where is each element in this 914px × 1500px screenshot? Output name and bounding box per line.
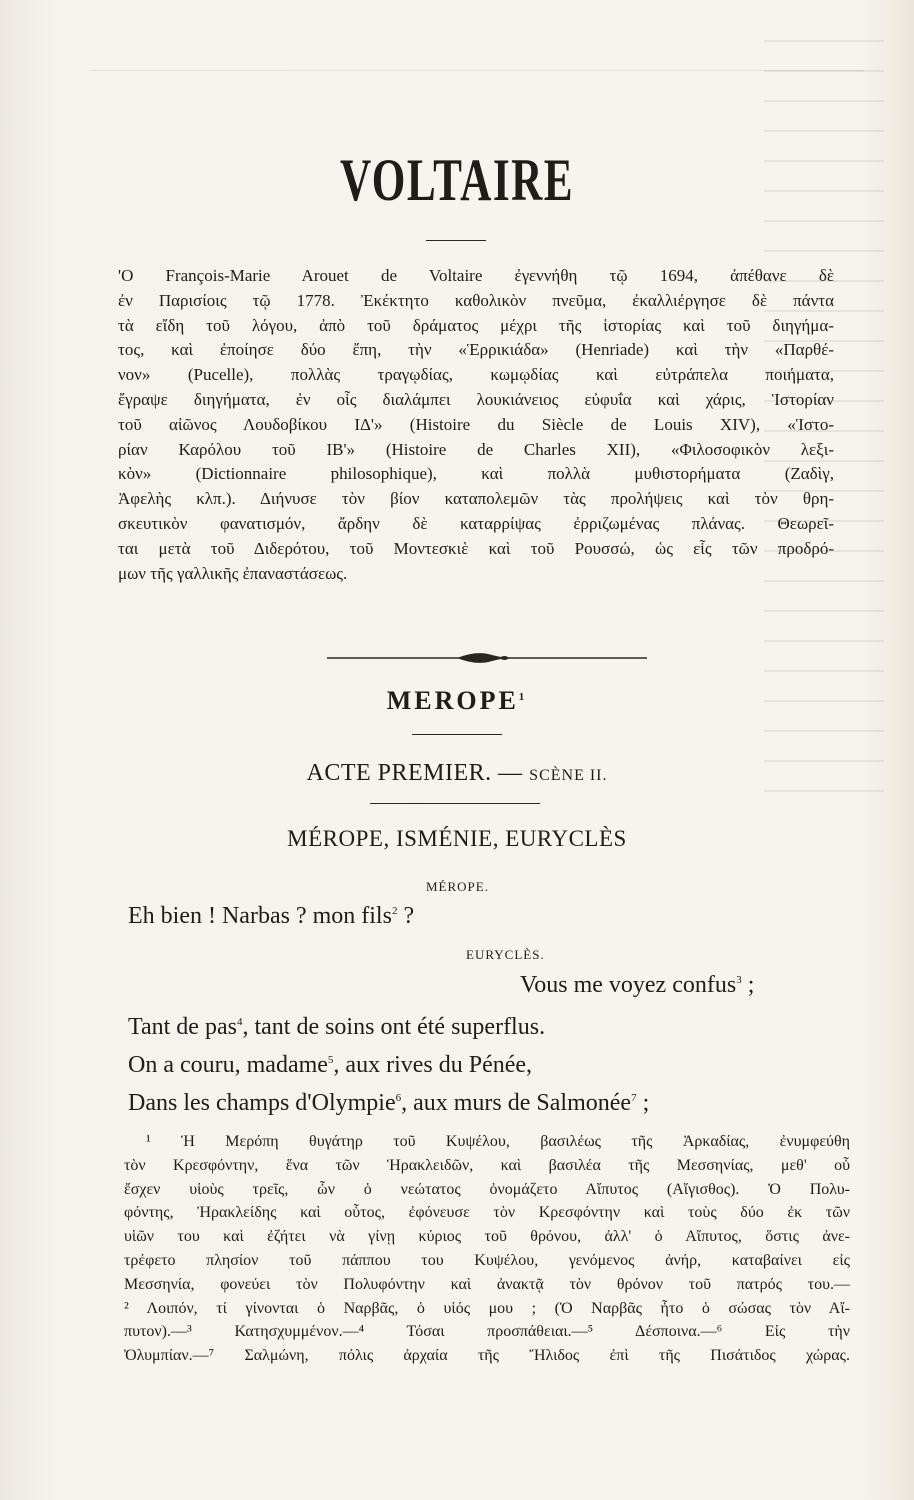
footnote-ref: 3 — [736, 974, 742, 986]
verse-line — [128, 1090, 649, 1117]
characters-list: MÉROPE, ISMÉNIE, EURYCLÈS — [287, 826, 627, 851]
bio-line: ἐν Παρισίοις τῷ 1778. Ἐκέκτητο καθολικὸν πνεῦμα, ἐκαλλιέργησε δὲ πάντα — [118, 290, 834, 310]
verse-text: Eh bien ! Narbas ? mon fils — [128, 903, 392, 929]
verse-text: Tant de pas — [128, 1014, 237, 1040]
verse-text: ; — [741, 972, 755, 998]
footnote-line: Μεσσηνία, φονεύει τὸν Πολυφόντην καὶ ἀνακτᾷ τὸν θρόνον τοῦ πατρός του.— — [124, 1275, 850, 1293]
footnote-line: ἔσχεν υἱοὺς τρεῖς, ὧν ὁ νεώτατος ὀνομάζετο Αἴπυτος (Αἴγισθος). Ὁ Πολυ- — [124, 1180, 850, 1198]
footnote-ref: 1 — [518, 691, 528, 703]
verse-text: Vous me voyez confus — [520, 972, 737, 998]
page-title: VOLTAIRE — [340, 147, 574, 213]
verse-text: , tant de soins ont été superflus. — [242, 1014, 546, 1040]
header-rule — [90, 70, 864, 71]
act-dash: — — [498, 760, 523, 786]
speaker-merope: MÉROPE. — [426, 879, 489, 894]
bio-line: ται μετὰ τοῦ Διδερότου, τοῦ Μοντεσκιὲ καὶ τοῦ Ρουσσώ, ὡς εἷς τῶν προδρό- — [118, 538, 834, 558]
bio-line: τος, καὶ ἐποίησε δύο ἔπη, τὴν «Ἑρρικιάδα» (Henriade) καὶ τὴν «Παρθέ- — [118, 340, 834, 360]
act-label: ACTE PREMIER. — [306, 760, 492, 786]
footnotes — [124, 1130, 850, 1368]
footnote-line: υἱῶν του καὶ ἐζήτει νὰ γίνῃ κύριος τοῦ θρόνου, ἀλλ' ὁ Αἴπυτος, ὅστις ἀνε- — [124, 1228, 850, 1246]
footnote-ref: 2 — [391, 905, 398, 917]
footnote-ref: 6 — [395, 1092, 402, 1104]
bio-line: Ἀφελὴς κλπ.). Διήνυσε τὸν βίον καταπολεμῶν τὰς προλήψεις καὶ τὸν θρη- — [118, 489, 834, 509]
bio-line: νον» (Pucelle), πολλὰς τραγῳδίας, κωμῳδίας καὶ εὐτράπελα ποιήματα, — [118, 365, 834, 385]
verse-line — [520, 972, 754, 999]
footnote-ref: 4 — [236, 1016, 243, 1028]
verse-line — [128, 903, 414, 930]
verse-text: On a couru, madame — [128, 1052, 328, 1078]
footnote-line: τὸν Κρεσφόντην, ἕνα τῶν Ἡρακλειδῶν, καὶ βασιλέα τῆς Μεσσηνίας, μεθ' οὗ — [124, 1156, 850, 1174]
play-title-rule — [412, 734, 502, 735]
ornament-divider — [327, 648, 647, 668]
footnote-line: Ὀλυμπίαν.—⁷ Σαλμώνη, πόλις ἀρχαία τῆς Ἤλιδος ἐπὶ τῆς Πισάτιδος χώρας. — [124, 1347, 850, 1365]
bio-line: τὰ εἴδη τοῦ λόγου, ἀπὸ τοῦ δράματος μέχρι τῆς ἱστορίας καὶ τοῦ διηγήμα- — [118, 315, 834, 335]
verse-text: ; — [636, 1090, 650, 1116]
footnote-line: φόντης, Ἡρακλείδης καὶ οὗτος, ἐφόνευσε τὸν Κρεσφόντην καὶ τοὺς δύο ἐκ τῶν — [124, 1204, 850, 1222]
footnote-line: τρέφετο πλησίον τοῦ πάππου του Κυψέλου, γενόμενος ἀνήρ, καταβαίνει εἰς — [124, 1251, 850, 1269]
speaker-eurycles: EURYCLÈS. — [466, 947, 545, 962]
verse-text: , aux rives du Pénée, — [333, 1052, 533, 1078]
bio-line: 'O François-Marie Arouet de Voltaire ἐγεννήθη τῷ 1694, ἀπέθανε δὲ — [118, 266, 834, 285]
footnote-line: πυτον).—³ Κατησχυμμένον.—⁴ Τόσαι προσπάθειαι.—⁵ Δέσποινα.—⁶ Εἰς τὴν — [124, 1323, 850, 1341]
bio-line: κὸν» (Dictionnaire philosophique), καὶ πολλὰ μυθιστορήματα (Ζαδὶγ, — [118, 464, 834, 484]
footnote-ref: 7 — [631, 1092, 637, 1104]
bio-line: μων τῆς γαλλικῆς ἐπαναστάσεως. — [118, 563, 348, 583]
bio-line: σκευτικὸν φανατισμόν, ἄρδην δὲ καταρρίψας ἐρριζωμένας πλάνας. Θεωρεῖ- — [118, 513, 834, 533]
verse-text: , aux murs de Salmonée — [401, 1090, 632, 1116]
verse-line — [128, 1052, 532, 1079]
verse-text: ? — [397, 903, 415, 929]
bio-line: ἔγραψε διηγήματα, ἐν οἷς διαλάμπει λουκιάνειος εὐφυΐα καὶ χάρις, Ἱστορίαν — [118, 389, 834, 409]
act-heading — [0, 760, 914, 787]
play-title — [0, 686, 914, 716]
act-rule — [370, 803, 540, 804]
title-rule — [426, 240, 486, 241]
scene-label: SCÈNE II. — [529, 767, 608, 784]
footnote-line: ¹ Ἡ Μερόπη θυγάτηρ τοῦ Κυψέλου, βασιλέως τῆς Ἀρκαδίας, ἐνυμφεύθη — [146, 1133, 850, 1150]
play-title-text: MEROPE — [386, 686, 519, 715]
bio-line: ρίαν Καρόλου τοῦ ΙΒ'» (Histoire de Charles XII), «Φιλοσοφικὸν λεξι- — [118, 439, 834, 459]
bio-line: τοῦ αἰῶνος Λουδοβίκου ΙΔ'» (Histoire du Siècle de Louis XIV), «Ἱστο- — [118, 414, 834, 434]
footnote-ref: 5 — [327, 1054, 334, 1066]
verse-line — [128, 1014, 545, 1041]
biography — [118, 264, 834, 586]
footnote-line: ² Λοιπόν, τί γίνονται ὁ Ναρβᾶς, ὁ υἱός μου ; (Ὁ Ναρβᾶς ἦτο ὁ σώσας τὸν Αἴ- — [124, 1299, 850, 1317]
verse-text: Dans les champs d'Olympie — [128, 1090, 396, 1116]
